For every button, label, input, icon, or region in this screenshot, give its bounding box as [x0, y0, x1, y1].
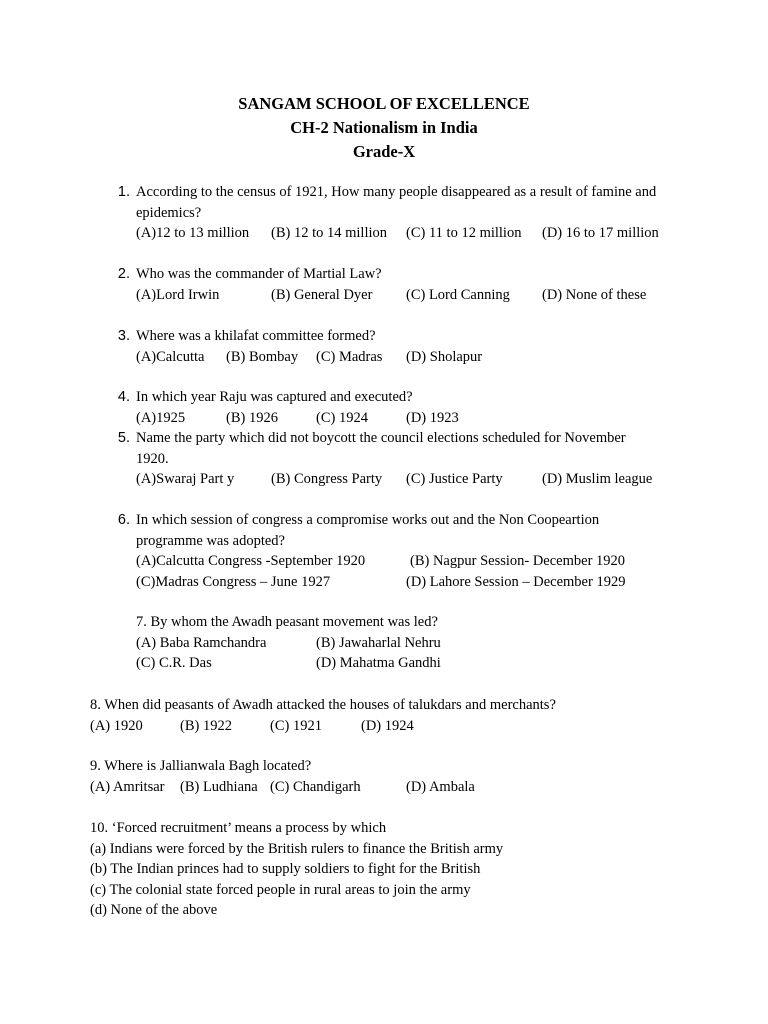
option-b: (B) General Dyer	[271, 286, 373, 303]
question-text: In which year Raju was captured and executed?	[136, 389, 413, 405]
question-number: 6.	[117, 512, 130, 528]
option-row	[136, 551, 696, 572]
question-text: Name the party which did not boycott the council elections scheduled for November	[136, 430, 626, 446]
option-d: (D) None of these	[542, 286, 647, 303]
option-b: (B) 12 to 14 million	[271, 225, 387, 242]
question-text: epidemics?	[136, 204, 202, 221]
question-number: 4.	[117, 389, 130, 405]
question-text: In which session of congress a compromise works out and the Non Coopeartion	[136, 512, 600, 528]
option-row	[136, 347, 696, 368]
question-4	[117, 387, 696, 428]
option-row	[136, 408, 696, 429]
school-name: SANGAM SCHOOL OF EXCELLENCE	[238, 94, 530, 113]
question-3	[117, 326, 696, 367]
option-row	[90, 777, 710, 798]
option-d: (D) Ambala	[406, 778, 475, 795]
option-row	[136, 633, 696, 654]
option-row	[136, 223, 696, 244]
option-b: (B) Jawaharlal Nehru	[316, 634, 441, 651]
option-c: (C) Lord Canning	[406, 286, 510, 303]
option-a: (A)1925	[136, 409, 186, 426]
question-7	[136, 612, 696, 674]
question-5	[117, 428, 696, 490]
option-a: (A) 1920	[90, 717, 143, 734]
question-8	[90, 695, 710, 736]
question-text: 1920.	[136, 450, 169, 467]
question-text: Who was the commander of Martial Law?	[136, 266, 382, 282]
option-a: (a) Indians were forced by the British rulers to finance the British army	[90, 840, 504, 857]
option-row	[136, 572, 696, 593]
question-6	[117, 510, 696, 592]
option-d: (D) 1924	[361, 717, 414, 734]
chapter-title: CH-2 Nationalism in India	[290, 118, 478, 137]
option-row	[136, 653, 696, 674]
question-text: Where was a khilafat committee formed?	[136, 328, 376, 344]
option-a: (A)Calcutta	[136, 348, 205, 365]
question-10	[90, 818, 710, 921]
option-b: (B) Ludhiana	[180, 778, 258, 795]
question-text: 9. Where is Jallianwala Bagh located?	[90, 758, 312, 774]
option-c: (c) The colonial state forced people in rural areas to join the army	[90, 881, 471, 898]
option-a: (A)Calcutta Congress -September 1920	[136, 553, 366, 570]
question-text: 10. ‘Forced recruitment’ means a process by which	[90, 820, 387, 836]
option-a: (A) Baba Ramchandra	[136, 634, 267, 651]
option-row	[136, 285, 696, 306]
option-a: (A) Amritsar	[90, 778, 165, 795]
option-row	[90, 716, 710, 737]
question-text: programme was adopted?	[136, 532, 285, 549]
question-9	[90, 756, 710, 797]
option-c: (C) 1921	[270, 717, 322, 734]
option-b: (B) Congress Party	[271, 471, 383, 488]
option-c: (C) Chandigarh	[270, 778, 361, 795]
question-2	[117, 264, 696, 305]
option-a: (A)Swaraj Part y	[136, 471, 235, 488]
option-a: (A)12 to 13 million	[136, 225, 250, 242]
question-text: 7. By whom the Awadh peasant movement was led?	[136, 614, 438, 630]
option-c: (C) 1924	[316, 409, 368, 426]
option-d: (D) 16 to 17 million	[542, 225, 659, 242]
question-number: 1.	[117, 184, 130, 200]
option-c: (C) C.R. Das	[136, 655, 212, 672]
option-row	[136, 469, 696, 490]
question-text: 8. When did peasants of Awadh attacked the houses of talukdars and merchants?	[90, 697, 556, 713]
option-d: (D) Muslim league	[542, 471, 653, 488]
option-c: (C) 11 to 12 million	[406, 225, 522, 242]
option-d: (D) 1923	[406, 409, 459, 426]
grade-label: Grade-X	[352, 142, 416, 161]
question-number: 3.	[117, 328, 130, 344]
option-c: (C) Madras	[316, 348, 383, 365]
option-d: (D) Sholapur	[406, 348, 483, 365]
option-b: (B) Bombay	[226, 348, 299, 365]
option-c: (C) Justice Party	[406, 471, 503, 488]
option-d: (D) Mahatma Gandhi	[316, 655, 441, 672]
option-d: (d) None of the above	[90, 902, 218, 919]
option-a: (A)Lord Irwin	[136, 286, 220, 303]
question-text: According to the census of 1921, How many people disappeared as a result of famine and	[136, 184, 657, 200]
option-d: (D) Lahore Session – December 1929	[406, 573, 626, 590]
option-b: (b) The Indian princes had to supply soldiers to fight for the British	[90, 861, 481, 878]
option-b: (B) Nagpur Session- December 1920	[410, 553, 626, 570]
option-b: (B) 1922	[180, 717, 232, 734]
option-c: (C)Madras Congress – June 1927	[136, 573, 331, 590]
question-1	[117, 182, 696, 244]
question-number: 5.	[117, 430, 130, 446]
option-b: (B) 1926	[226, 409, 278, 426]
question-number: 2.	[117, 266, 130, 282]
